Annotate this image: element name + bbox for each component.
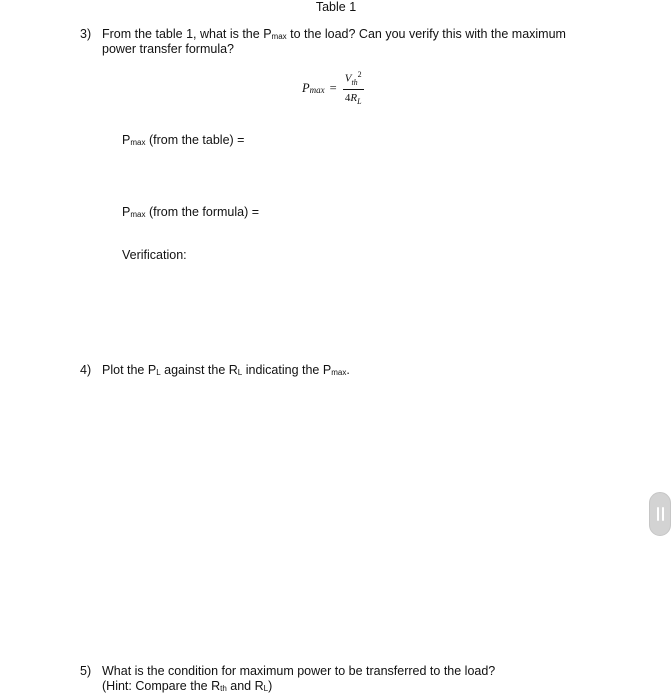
table-caption: Table 1 — [315, 0, 357, 14]
formula-equals: = — [329, 80, 337, 95]
grip-line-icon — [657, 507, 659, 521]
formula-denominator: $4R_L$ — [344, 91, 362, 107]
question-3-number: 3) — [80, 27, 92, 41]
verification-label: Verification: — [122, 248, 187, 262]
grip-line-icon — [662, 507, 664, 521]
question-4-text: Plot the $P_L$ against the $R_L$ indicating the $P_{max}$. — [102, 363, 350, 377]
question-5-line-1: What is the condition for maximum power to be transferred to the load? — [102, 664, 496, 678]
formula-numerator: $V_{th}^2$ — [344, 70, 362, 87]
question-5-number: 5) — [80, 664, 92, 678]
question-3-line-1: From the table 1, what is the $P_{max}$ to the load? Can you verify this with the maximum — [102, 27, 566, 41]
pmax-from-table-label: $P_{max}$ (from the table) = — [122, 133, 245, 147]
max-power-formula — [302, 70, 364, 106]
formula-lhs: $P_{max}$ — [302, 80, 325, 95]
pmax-from-formula-label: $P_{max}$ (from the formula) = — [122, 205, 260, 219]
question-3-line-2: power transfer formula? — [102, 42, 235, 56]
formula-fraction — [343, 70, 364, 106]
question-4-number: 4) — [80, 363, 92, 377]
scroll-handle[interactable] — [649, 492, 671, 536]
question-5-hint: (Hint: Compare the $R_{th}$ and $R_L$) — [102, 679, 273, 693]
